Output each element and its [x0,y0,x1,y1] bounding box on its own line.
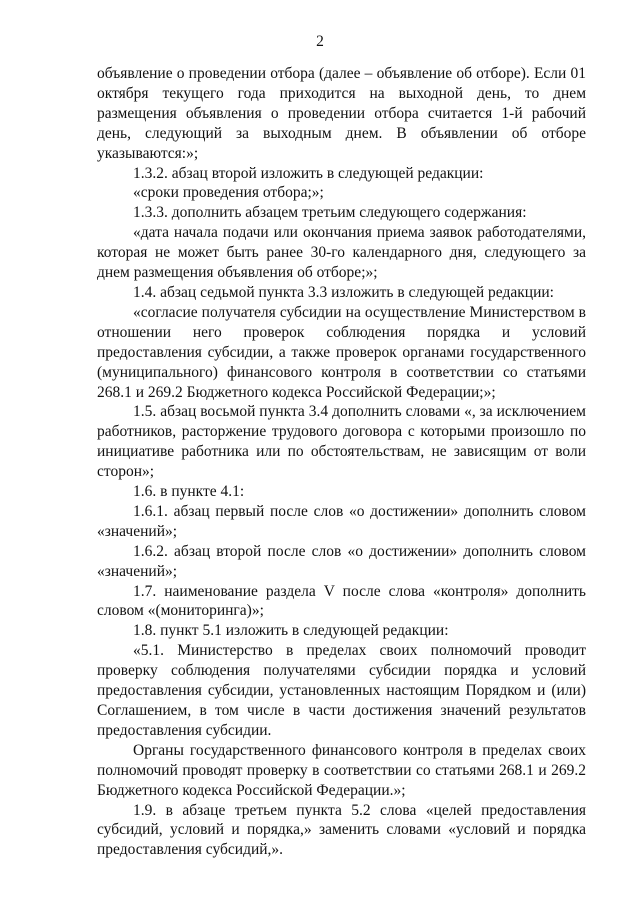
paragraph: «согласие получателя субсидии на осуществление Министерством в отношении него проверок соблюдения порядка и условий предоставления субсидии, а также проверок органами государственного (муниципального) финансового контроля в соответствии со статьями 268.1 и 269.2 Бюджетного кодекса Российской Федерации;»; [97,303,586,401]
document-body [97,64,586,860]
paragraph: 1.6.2. абзац второй после слов «о достижении» дополнить словом «значений»; [97,542,586,580]
paragraph: 1.6. в пункте 4.1: [133,483,245,501]
paragraph: 1.6.1. абзац первый после слов «о достижении» дополнить словом «значений»; [97,502,586,540]
paragraph: «дата начала подачи или окончания приема заявок работодателями, которая не может быть ранее 30-го календарного дня, следующего за днем размещения объявления об отборе;»; [97,224,586,282]
paragraph: 1.7. наименование раздела V после слова «контроля» дополнить словом «(мониторинга)»; [97,582,586,620]
paragraph: «5.1. Министерство в пределах своих полномочий проводит проверку соблюдения получателями субсидии порядка и условий предоставления субсидии, установленных настоящим Порядком и (или) Соглашением, в том числе в части достижения значений результатов предоставления субсидии. [97,642,586,739]
paragraph: объявление о проведении отбора (далее – объявление об отборе). Если 01 октября текущего года приходится на выходной день, то днем размещения объявления о проведении отбора считается 1-й рабочий день, следующий за выходным днем. В объявлении об отборе указываются:»; [97,65,586,162]
paragraph: 1.5. абзац восьмой пункта 3.4 дополнить словами «, за исключением работников, расторжение трудового договора с которыми произошло по инициативе работника или по обстоятельствам, не зависящим от воли сторон»; [97,403,586,481]
paragraph: 1.4. абзац седьмой пункта 3.3 изложить в следующей редакции: [133,283,554,301]
paragraph: «сроки проведения отбора;»; [133,184,324,202]
paragraph: 1.3.3. дополнить абзацем третьим следующего содержания: [133,204,527,222]
page-number: 2 [316,33,324,50]
paragraph: 1.8. пункт 5.1 изложить в следующей редакции: [133,622,449,640]
paragraph: Органы государственного финансового контроля в пределах своих полномочий проводят проверку в соответствии со статьями 268.1 и 269.2 Бюджетного кодекса Российской Федерации.»; [97,741,586,799]
paragraph: 1.9. в абзаце третьем пункта 5.2 слова «целей предоставления субсидий, условий и порядка,» заменить словами «условий и порядка предоставления субсидий,». [97,801,586,859]
paragraph: 1.3.2. абзац второй изложить в следующей редакции: [133,164,484,182]
